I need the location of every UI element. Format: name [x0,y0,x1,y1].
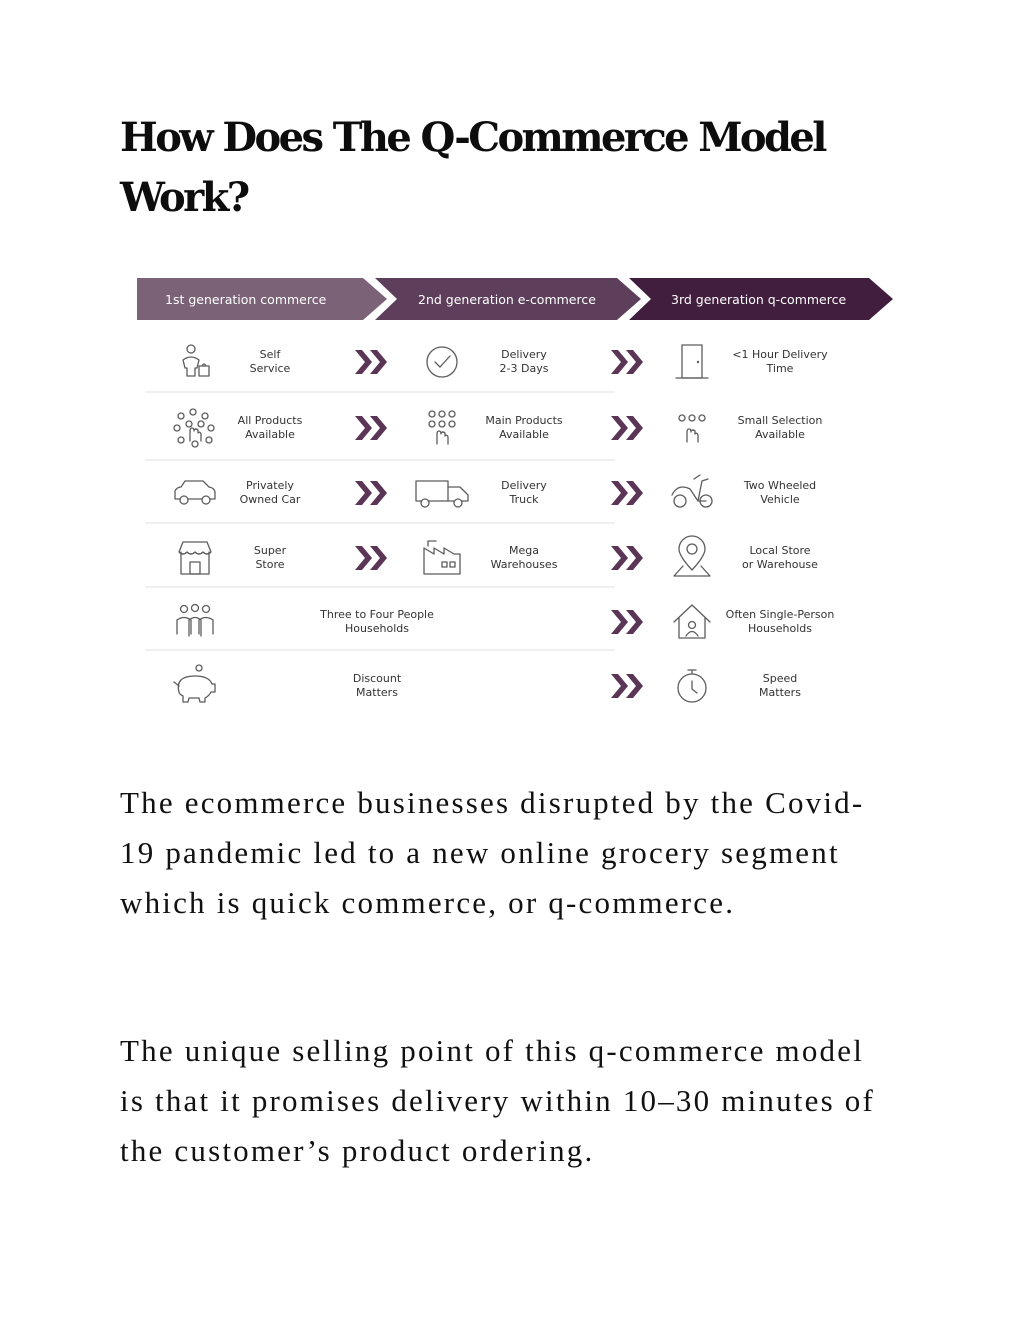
gen3-label: <1 Hour Delivery Time [732,348,828,375]
comparison-row [177,605,834,639]
commerce-generations-figure [135,276,895,706]
car-icon [175,481,215,504]
double-chevron-icon [355,546,387,570]
row-span-label: Three to Four People Households [320,608,434,635]
gen2-label: Delivery Truck [501,479,547,506]
comparison-row [174,665,801,702]
comparison-row [175,475,816,507]
double-chevron-icon [611,416,643,440]
comparison-row [183,345,828,378]
family-icon [177,605,213,637]
paragraph-intro: The ecommerce businesses disrupted by the Covid-19 pandemic led to a new online grocery segment which is quick commerce, or q-commerce. [120,785,865,920]
header-label-1: 1st generation commerce [165,292,327,307]
location-pin-icon [674,536,710,576]
comparison-row [179,536,818,576]
gen3-label: Two Wheeled Vehicle [743,479,817,506]
double-chevron-icon [611,546,643,570]
double-chevron-icon [611,674,643,698]
truck-icon [416,481,468,507]
double-chevron-icon [611,610,643,634]
gen2-label: Delivery 2-3 Days [499,348,549,375]
gen1-label: Self Service [249,348,291,375]
warehouse-icon [424,541,460,574]
hand-some-items-icon [429,411,455,444]
gen3-label: Often Single-Person Households [725,608,835,635]
store-icon [179,542,211,574]
header-label-3: 3rd generation q-commerce [671,292,847,307]
double-chevron-icon [355,481,387,505]
double-chevron-icon [611,350,643,374]
hand-many-items-icon [174,409,214,447]
generations-infographic [135,276,895,706]
double-chevron-icon [355,416,387,440]
generation-header-bar [137,278,893,320]
stopwatch-icon [678,670,706,702]
gen2-label: Mega Warehouses [490,544,558,571]
person-bag-icon [183,345,209,376]
double-chevron-icon [611,481,643,505]
gen2-label: Main Products Available [485,414,563,441]
comparison-row [174,409,822,447]
check-circle-icon [427,347,457,377]
scooter-icon [672,475,712,507]
header-label-2: 2nd generation e-commerce [418,292,596,307]
house-person-icon [674,605,710,638]
door-icon [676,345,708,378]
gen3-label: Local Store or Warehouse [742,544,818,571]
gen1-label: Super Store [253,544,287,571]
piggy-bank-icon [174,665,215,702]
gen3-label: Small Selection Available [737,414,823,441]
gen1-label: Privately Owned Car [239,479,301,506]
double-chevron-icon [355,350,387,374]
gen1-label: All Products Available [237,414,303,441]
row-span-label: Discount Matters [352,672,402,699]
paragraph-usp: The unique selling point of this q-commerce model is that it promises delivery within 10–30 minutes of the customer’s product ordering. [120,1033,876,1168]
hand-few-items-icon [679,415,705,442]
page-title: How Does The Q-Commerce Model Work? [120,114,825,221]
gen3-label: Speed Matters [759,672,801,699]
